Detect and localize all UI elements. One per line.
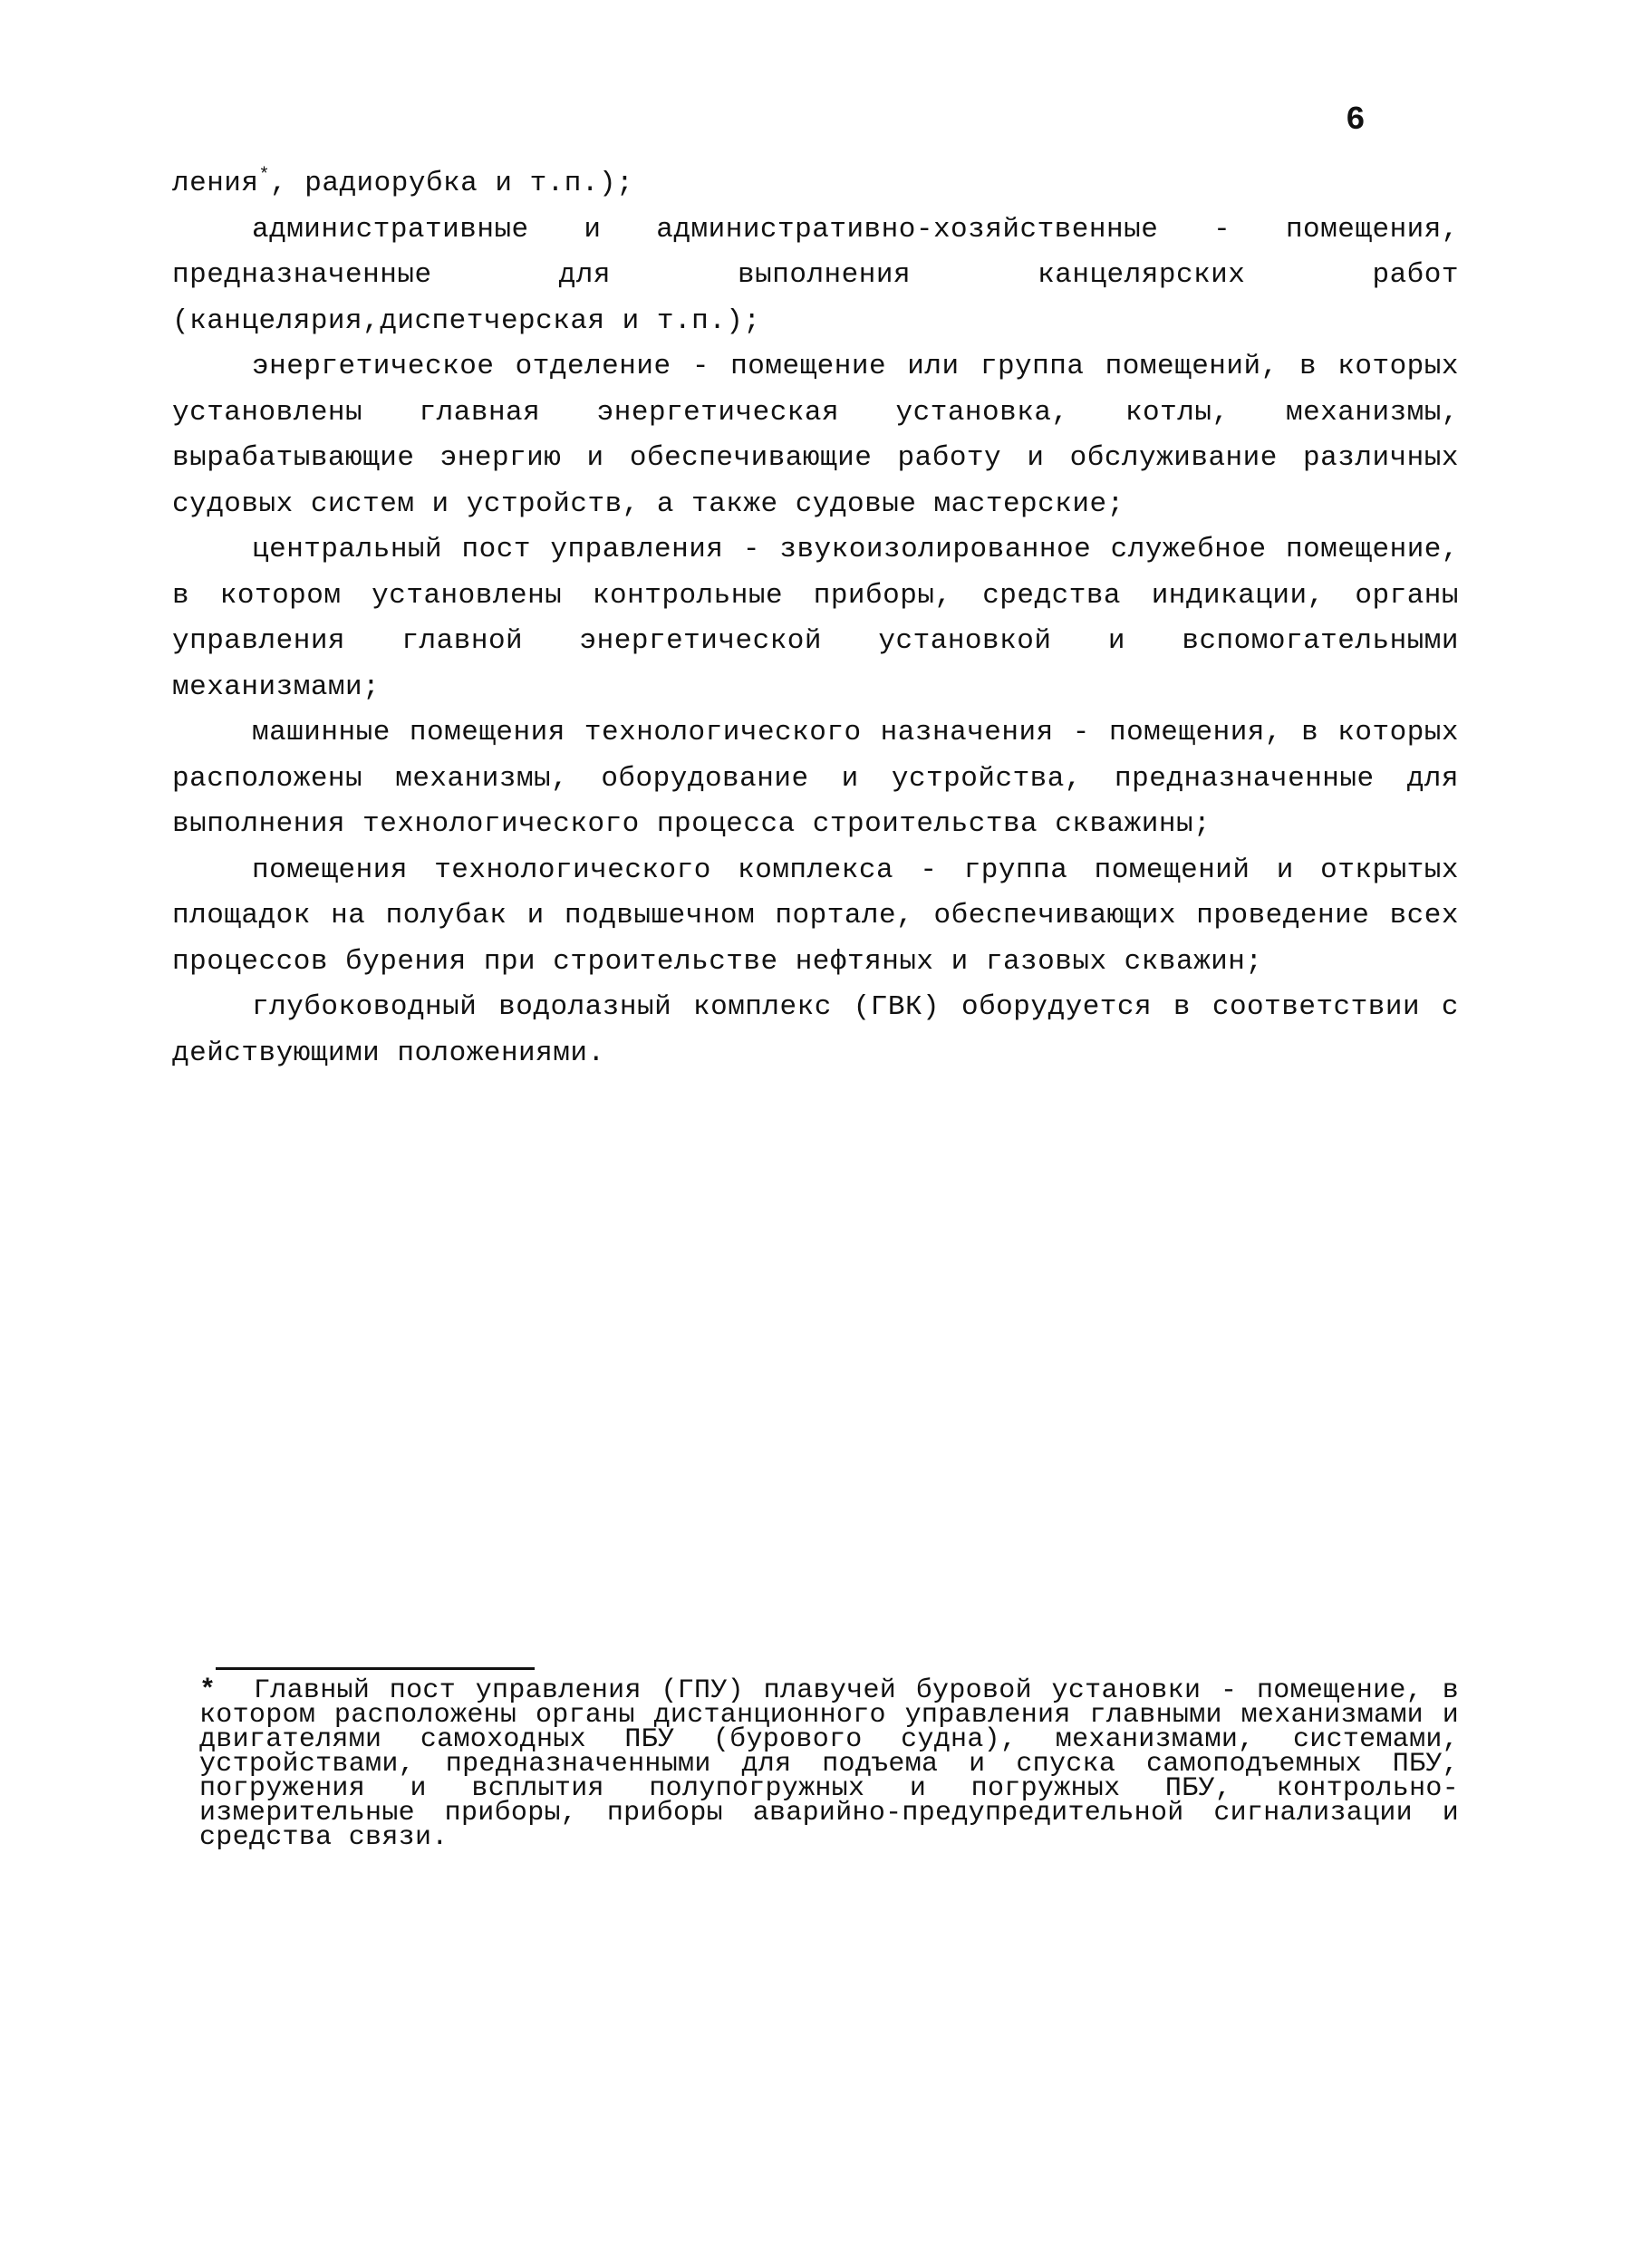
paragraph: административные и административно-хозяйственные - помещения, предназначенные для выполнения канцелярских работ (канцелярия,диспетчерская и т.п.); <box>172 213 1459 337</box>
paragraph: машинные помещения технологического назначения - помещения, в которых расположены механизмы, оборудование и устройства, предназначенные для выполнения технологического процесса строительства скважины; <box>172 717 1459 840</box>
paragraph: энергетическое отделение - помещение или группа помещений, в которых установлены главная энергетическая установка, котлы, механизмы, вырабатывающие энергию и обеспечивающие работу и обслуживание различных судовых систем и устройств, а также судовые мастерские; <box>172 351 1459 520</box>
footnote-text: Главный пост управления (ГПУ) плавучей буровой установки - помещение, в котором расположены органы дистанционного управления главными механизмами и двигателями самоходных ПБУ (бурового судна), механизмами, системами, устройствами, предназначенными для подъема и спуска самоподъемных ПБУ, погружения и всплытия полупогружных и погружных ПБУ, контрольно-измерительные приборы, приборы аварийно-предупредительной сигнализации и средства связи. <box>199 1675 1459 1853</box>
paragraph: помещения технологического комплекса - группа помещений и открытых площадок на полубак и подвышечном портале, обеспечивающих проведение всех процессов бурения при строительстве нефтяных и газовых скважин; <box>172 854 1459 978</box>
main-text <box>172 161 1459 1076</box>
footnote-reference: * <box>258 165 271 187</box>
footnote-divider <box>216 1667 535 1670</box>
paragraph: центральный пост управления - звукоизолированное служебное помещение, в котором установлены контрольные приборы, средства индикации, органы управления главной энергетической установкой и вспомогательными механизмами; <box>172 534 1459 703</box>
paragraph-continuation <box>172 161 1459 207</box>
paragraph-text-tail: , радиорубка и т.п.); <box>270 168 634 199</box>
paragraph: глубоководный водолазный комплекс (ГВК) оборудуется в соответствии с действующими положениями. <box>172 991 1459 1069</box>
footnote <box>199 1675 1459 1853</box>
paragraph-text: ления <box>172 168 259 199</box>
page-number: 6 <box>1346 101 1366 139</box>
footnote-mark: * <box>199 1675 217 1706</box>
